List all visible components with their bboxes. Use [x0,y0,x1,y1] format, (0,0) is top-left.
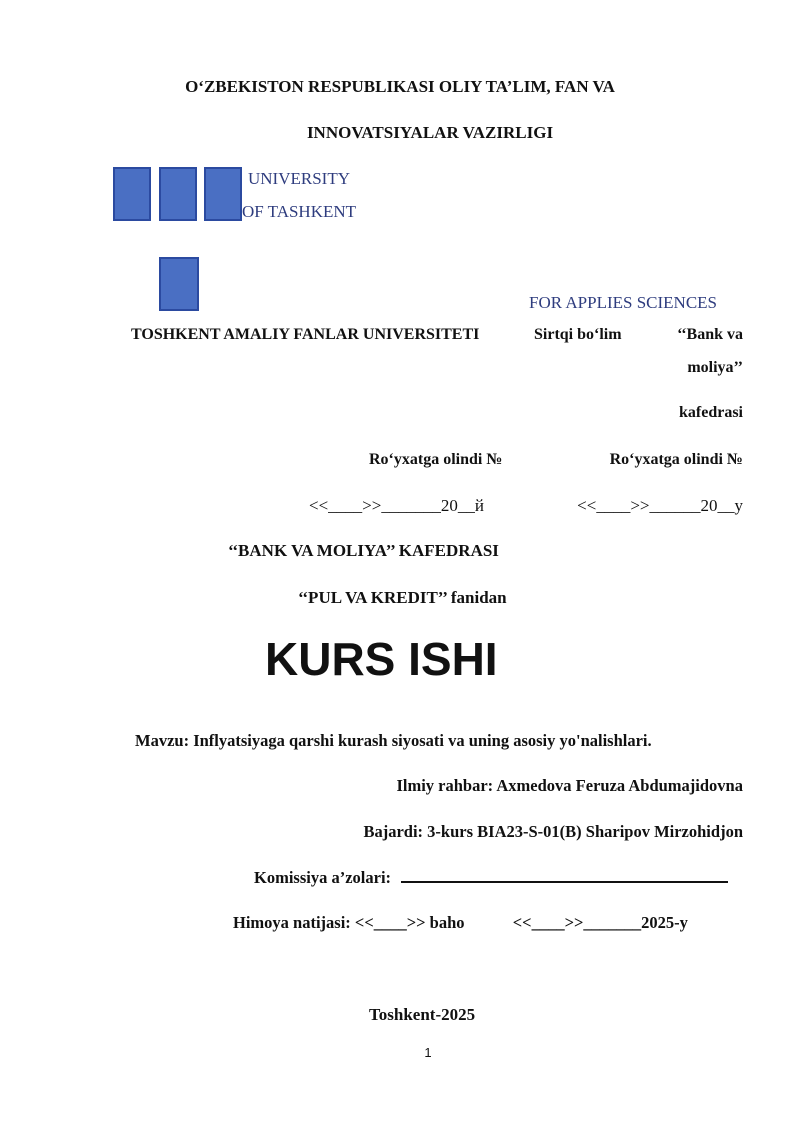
defense-year: 2025-y [641,913,688,932]
defense-label: Himoya natijasi: << [233,913,374,932]
registration-right-label: Ro‘yxatga olindi № [609,451,743,468]
logo-text-applies-sciences: FOR APPLIES SCIENCES [529,293,717,312]
defense-date-open: << [512,913,532,932]
logo-text-of-tashkent: OF TASHKENT [242,202,357,221]
kafedra-line-2: moliya’’ [687,359,743,376]
department-name: Sirtqi bo‘lim [534,326,622,343]
kafedra-line-1: ‘‘Bank va [677,326,743,343]
logo-block-1 [113,167,151,221]
commission-row [254,868,728,888]
defense-blank-day: ____ [531,913,565,932]
defense-grade-label: >> baho [406,913,465,932]
registration-right-date: <<____>>______20__y [577,496,743,515]
registration-left-date: <<____>>_______20__й [309,496,484,515]
commission-label: Komissiya a’zolari: [254,868,392,887]
kafedra-title: ‘‘BANK VA MOLIYA’’ KAFEDRASI [228,541,499,560]
university-name: TOSHKENT AMALIY FANLAR UNIVERSITETI [131,326,480,343]
defense-blank-month: _______ [583,913,642,932]
commission-signature-line [401,881,728,883]
defense-blank-grade: ____ [373,913,407,932]
page-number: 1 [424,1045,432,1060]
logo-block-3 [204,167,242,221]
defense-date-close: >> [564,913,584,932]
registration-left-label: Ro‘yxatga olindi № [369,451,503,468]
city-year: Toshkent-2025 [369,1005,476,1024]
logo-block-2 [159,167,197,221]
supervisor-line: Ilmiy rahbar: Axmedova Feruza Abdumajidovna [396,776,743,795]
logo-text-university: UNIVERSITY [248,169,350,188]
kafedra-line-3: kafedrasi [679,404,743,421]
topic-line: Mavzu: Inflyatsiyaga qarshi kurash siyosati va uning asosiy yo'nalishlari. [135,731,652,750]
defense-row [233,913,688,933]
performer-line: Bajardi: 3-kurs BIA23-S-01(B) Sharipov Mirzohidjon [363,822,743,841]
logo-block-4 [159,257,199,311]
ministry-line-1: O‘ZBEKISTON RESPUBLIKASI OLIY TA’LIM, FAN VA [185,77,615,96]
main-title: KURS ISHI [265,633,498,685]
subject-title: ‘‘PUL VA KREDIT’’ fanidan [298,588,507,607]
ministry-line-2: INNOVATSIYALAR VAZIRLIGI [306,123,554,142]
